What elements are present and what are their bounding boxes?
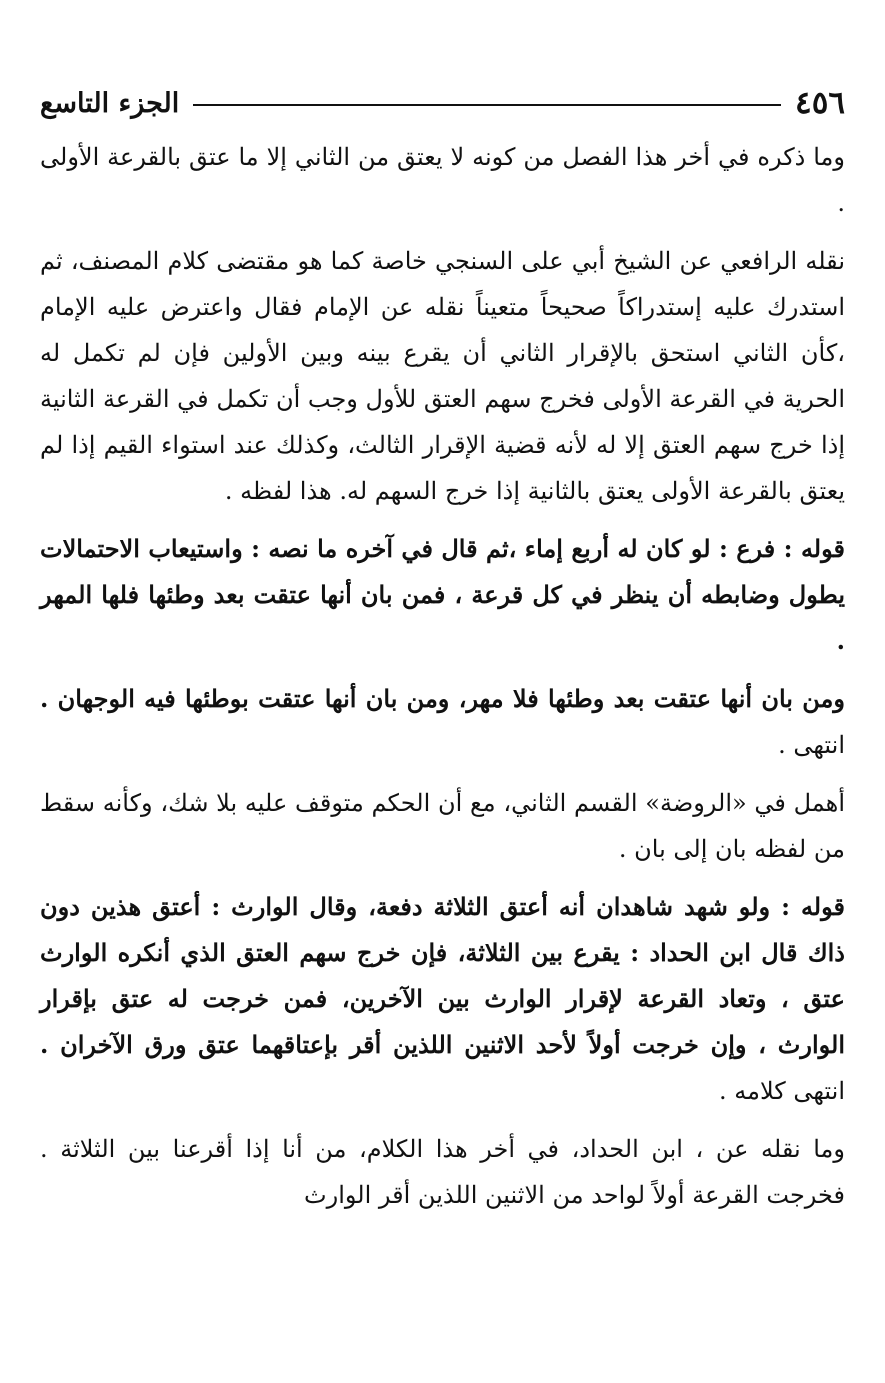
running-title: الجزء التاسع xyxy=(40,87,180,119)
paragraph-4 xyxy=(40,676,845,768)
paragraph-3-lead: قوله : فرع : لو كان له أربع إماء ،ثم قال في آخره ما نصه : واستيعاب الاحتمالات يطول وضابطه أن ينظر في كل قرعة ، فمن بان أنها عتقت بعد وطئها فلها المهر . xyxy=(40,534,845,655)
paragraph-3 xyxy=(40,526,845,664)
paragraph-6 xyxy=(40,884,845,1114)
paragraph-5 xyxy=(40,780,845,872)
paragraph-4-lead: ومن بان أنها عتقت بعد وطئها فلا مهر، ومن بان أنها عتقت بوطئها فيه الوجهان . xyxy=(40,684,845,713)
paragraph-4-text: انتهى . xyxy=(778,731,845,759)
paragraph-2 xyxy=(40,238,845,514)
paragraph-6-text: انتهى كلامه . xyxy=(718,1077,845,1105)
header-rule xyxy=(193,104,781,106)
paragraph-6-lead: قوله : ولو شهد شاهدان أنه أعتق الثلاثة دفعة، وقال الوارث : أعتق هذين دون ذاك قال ابن الحداد : يقرع بين الثلاثة، فإن خرج سهم العتق الذي أنكره الوارث عتق ، وتعاد القرعة لإقرار الوارث بين الآخرين، فمن خرجت له عتق بإقرار الوارث ، وإن خرجت أولاً لأحد الاثنين اللذين أقر بإعتاقهما عتق ورق الآخران . xyxy=(40,892,845,1059)
paragraph-7-text: وما نقله عن ، ابن الحداد، في أخر هذا الكلام، من أنا إذا أقرعنا بين الثلاثة . فخرجت القرعة أولاً لواحد من الاثنين اللذين أقر الوارث xyxy=(40,1135,845,1209)
paragraph-1 xyxy=(40,134,845,226)
paragraph-2-text: نقله الرافعي عن الشيخ أبي على السنجي خاصة كما هو مقتضى كلام المصنف، ثم استدرك عليه إستدراكاً صحيحاً متعيناً نقله عن الإمام فقال واعترض عليه الإمام ،كأن الثاني استحق بالإقرار الثاني أن يقرع بينه وبين الأولين فإن لم تكمل له الحرية في القرعة الأولى فخرج سهم العتق للأول وجب أن تكمل في القرعة الثانية إذا خرج سهم العتق إلا له لأنه قضية الإقرار الثالث، وكذلك عند استواء القيم إذا لم يعتق بالقرعة الأولى يعتق بالثانية إذا خرج السهم له. هذا لفظه . xyxy=(40,247,845,505)
paragraph-5-text: أهمل في «الروضة» القسم الثاني، مع أن الحكم متوقف عليه بلا شك، وكأنه سقط من لفظه بان إلى بان . xyxy=(40,789,846,863)
paragraph-7 xyxy=(40,1126,845,1218)
paragraph-1-text: وما ذكره في أخر هذا الفصل من كونه لا يعتق من الثاني إلا ما عتق بالقرعة الأولى . xyxy=(40,143,845,217)
page-header xyxy=(40,78,845,128)
page-number: ٤٥٦ xyxy=(795,85,845,121)
page-body xyxy=(40,134,845,1218)
